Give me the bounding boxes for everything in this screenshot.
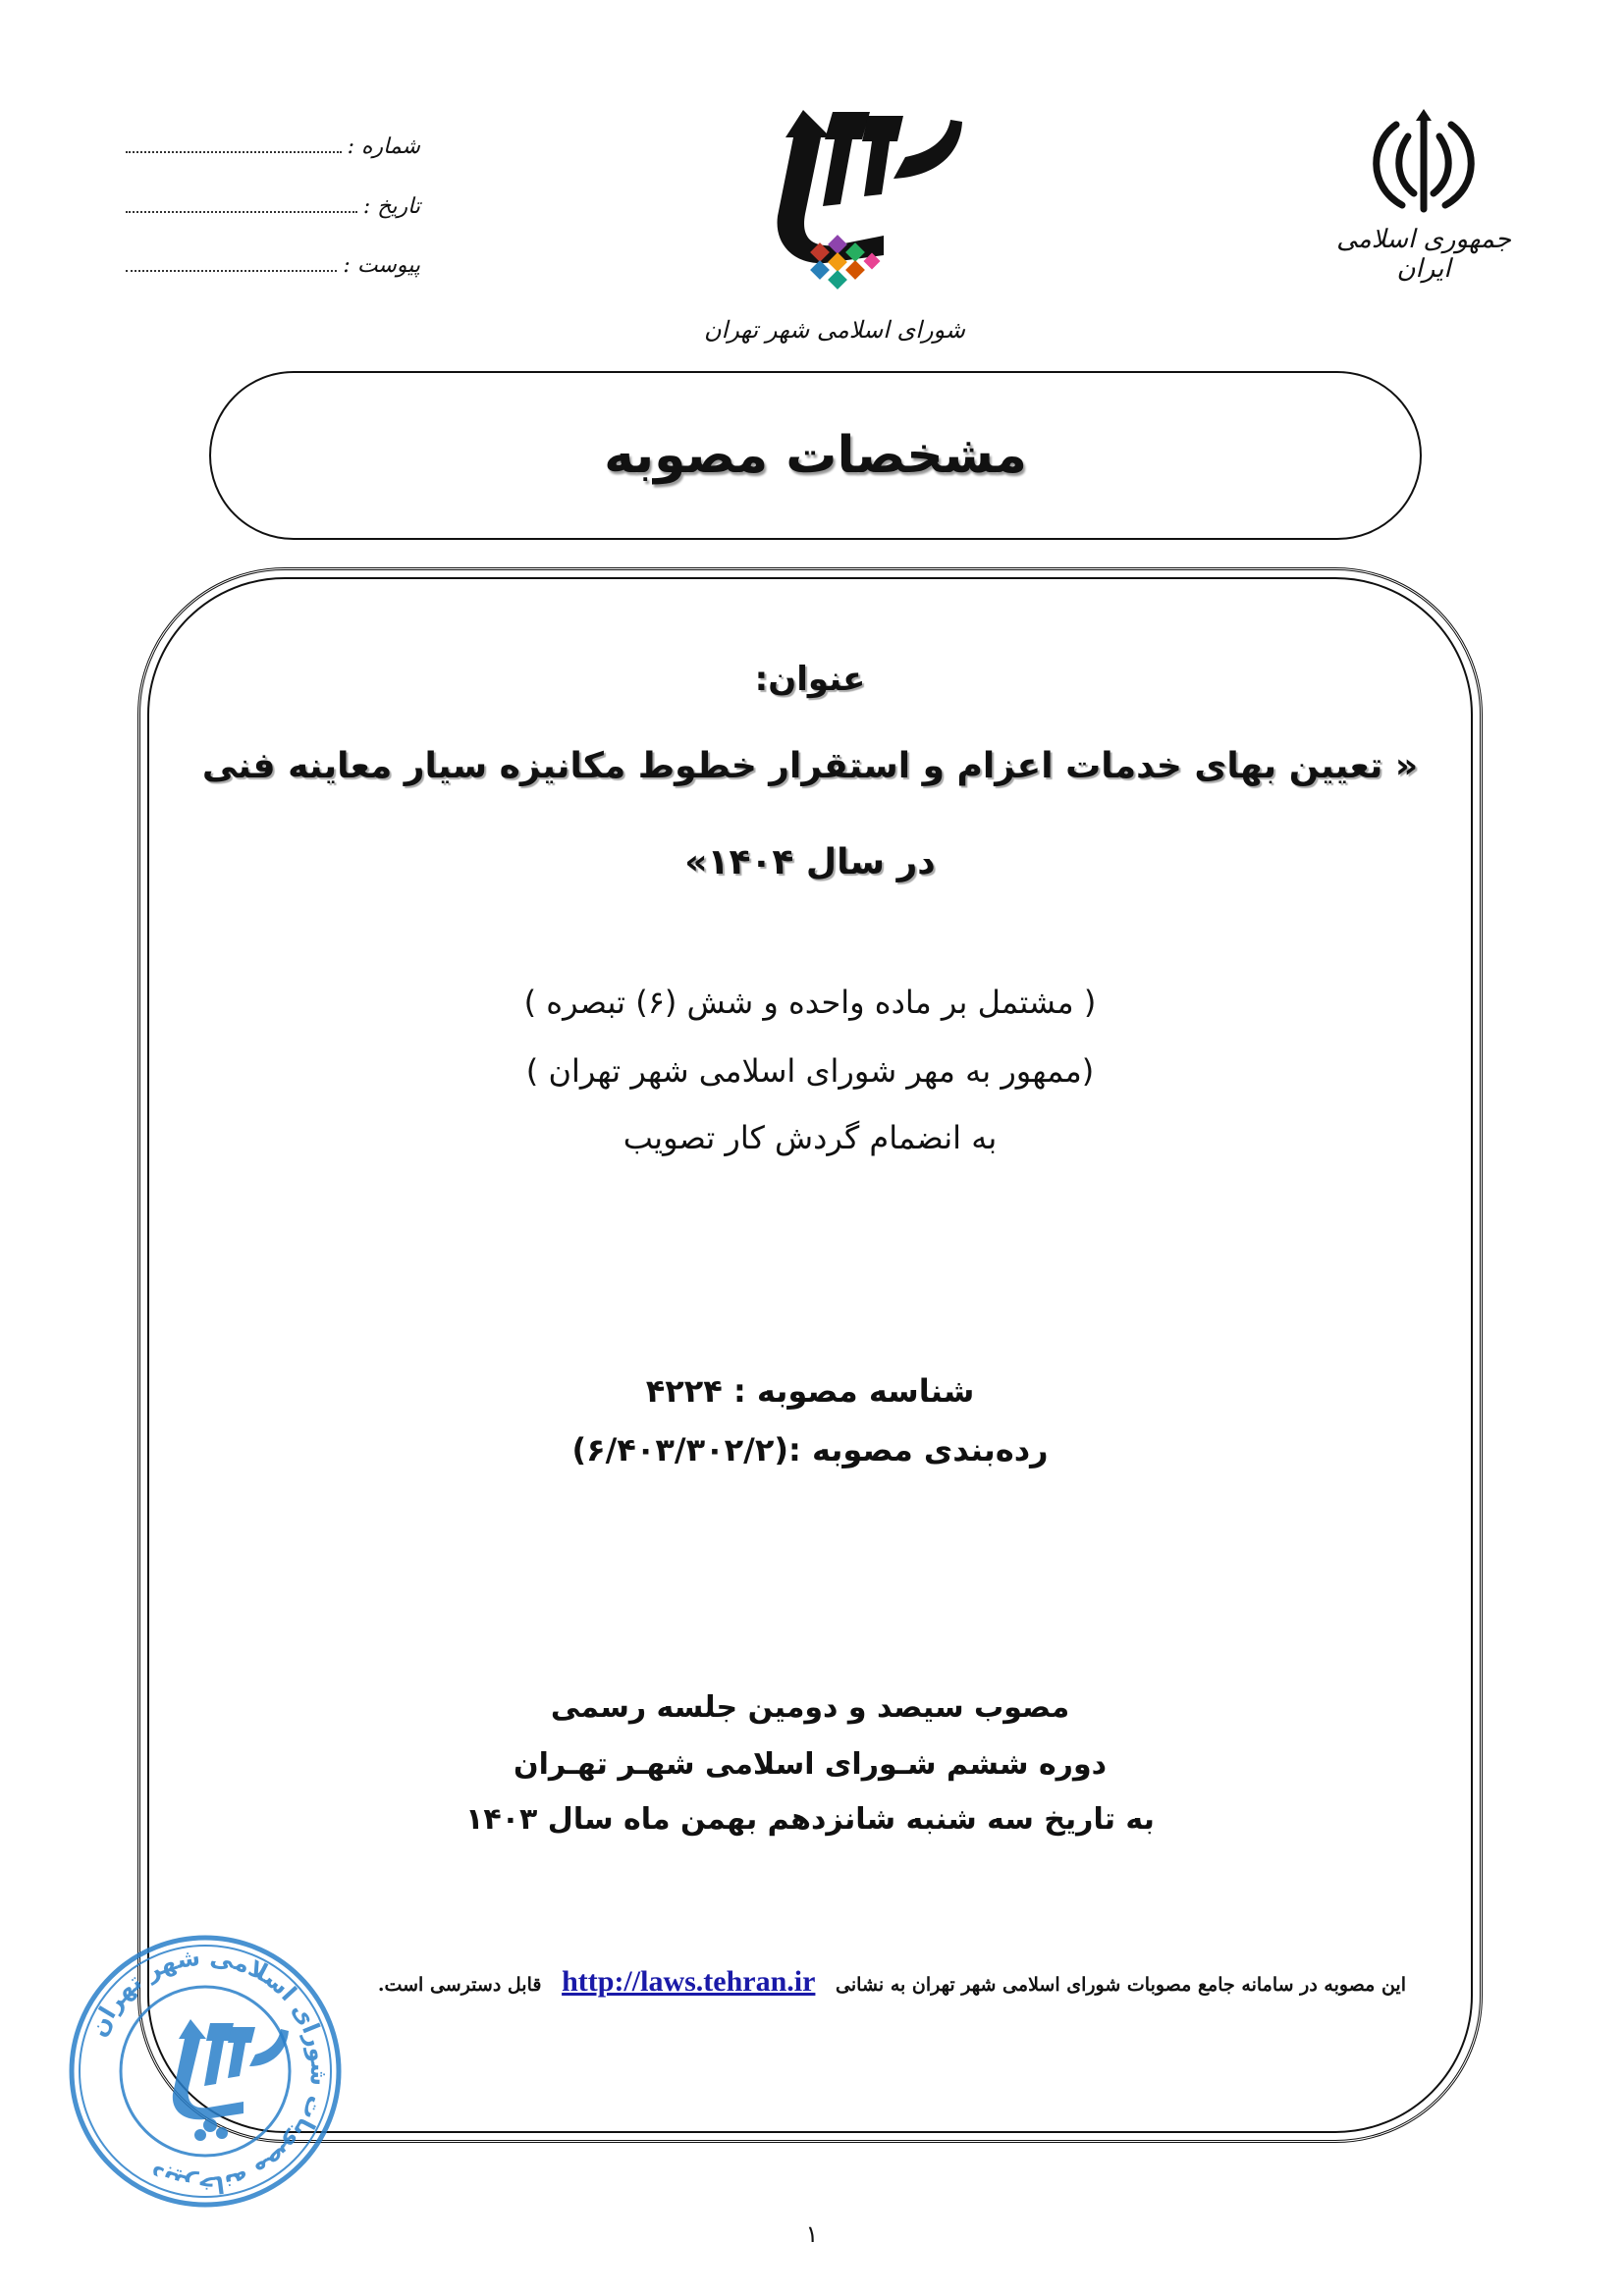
number-field [126, 120, 420, 159]
resolution-id: شناسه مصوبه : ۴۲۲۴ [645, 1372, 975, 1410]
includes-note: ( مشتمل بر ماده واحده و شش (۶) تبصره ) [523, 984, 1097, 1021]
page-number: ۱ [805, 2220, 819, 2248]
council-seal [63, 1929, 348, 2214]
resolution-classification: رده‌بندی مصوبه :(۶/۴۰۳/۳۰۲/۲) [571, 1431, 1049, 1468]
council-logo [687, 98, 982, 353]
number-field-label: شماره : [347, 134, 420, 159]
workflow-note: به انضمام گردش کار تصویب [623, 1119, 998, 1156]
content-frame-inner [147, 577, 1473, 2133]
footer-note-before: این مصوبه در سامانه جامع مصوبات شورای اسلامی شهر تهران به نشانی [836, 1974, 1406, 1996]
attachment-field [126, 239, 420, 278]
republic-emblem-icon [1306, 103, 1542, 221]
laws-link[interactable]: http://laws.tehran.ir [562, 1965, 816, 1998]
session-line: مصوب سیصد و دومین جلسه رسمی [550, 1690, 1070, 1725]
council-caption: شورای اسلامی شهر تهران [703, 316, 966, 344]
footer-note [285, 1965, 1406, 1999]
date-field [126, 180, 420, 219]
title-capsule [209, 371, 1422, 540]
term-line: دوره ششم شـورای اسلامی شهـر تهـران [514, 1747, 1107, 1782]
date-field-label: تاریخ : [362, 194, 420, 219]
number-field-line [126, 151, 342, 153]
page-title: مشخصات مصوبه [604, 426, 1027, 485]
seal-text: دبیرخانه مصوبات شورای اسلامی شهر تهران [83, 1943, 334, 2200]
attachment-field-label: پیوست : [343, 253, 420, 278]
republic-caption: جمهوری اسلامی ایران [1336, 225, 1511, 284]
subject-line-1: « تعیین بهای خدمات اعزام و استقرار خطوط مکانیزه سیار معاینه فنی [201, 746, 1419, 786]
republic-emblem [1306, 103, 1542, 299]
attachment-field-line [126, 270, 337, 272]
subject-label: عنوان: [754, 660, 866, 699]
council-logo-icon [687, 98, 982, 304]
footer-note-after: قابل دسترسی است. [377, 1974, 542, 1996]
date-field-line [126, 211, 357, 213]
subject-line-2: در سال ۱۴۰۴» [684, 842, 936, 882]
seal-stamp-icon [63, 1929, 348, 2214]
date-line: به تاریخ سه شنبه شانزدهم بهمن ماه سال ۱۴۰۳ [465, 1802, 1155, 1837]
sealed-note: (ممهور به مهر شورای اسلامی شهر تهران ) [525, 1052, 1095, 1090]
